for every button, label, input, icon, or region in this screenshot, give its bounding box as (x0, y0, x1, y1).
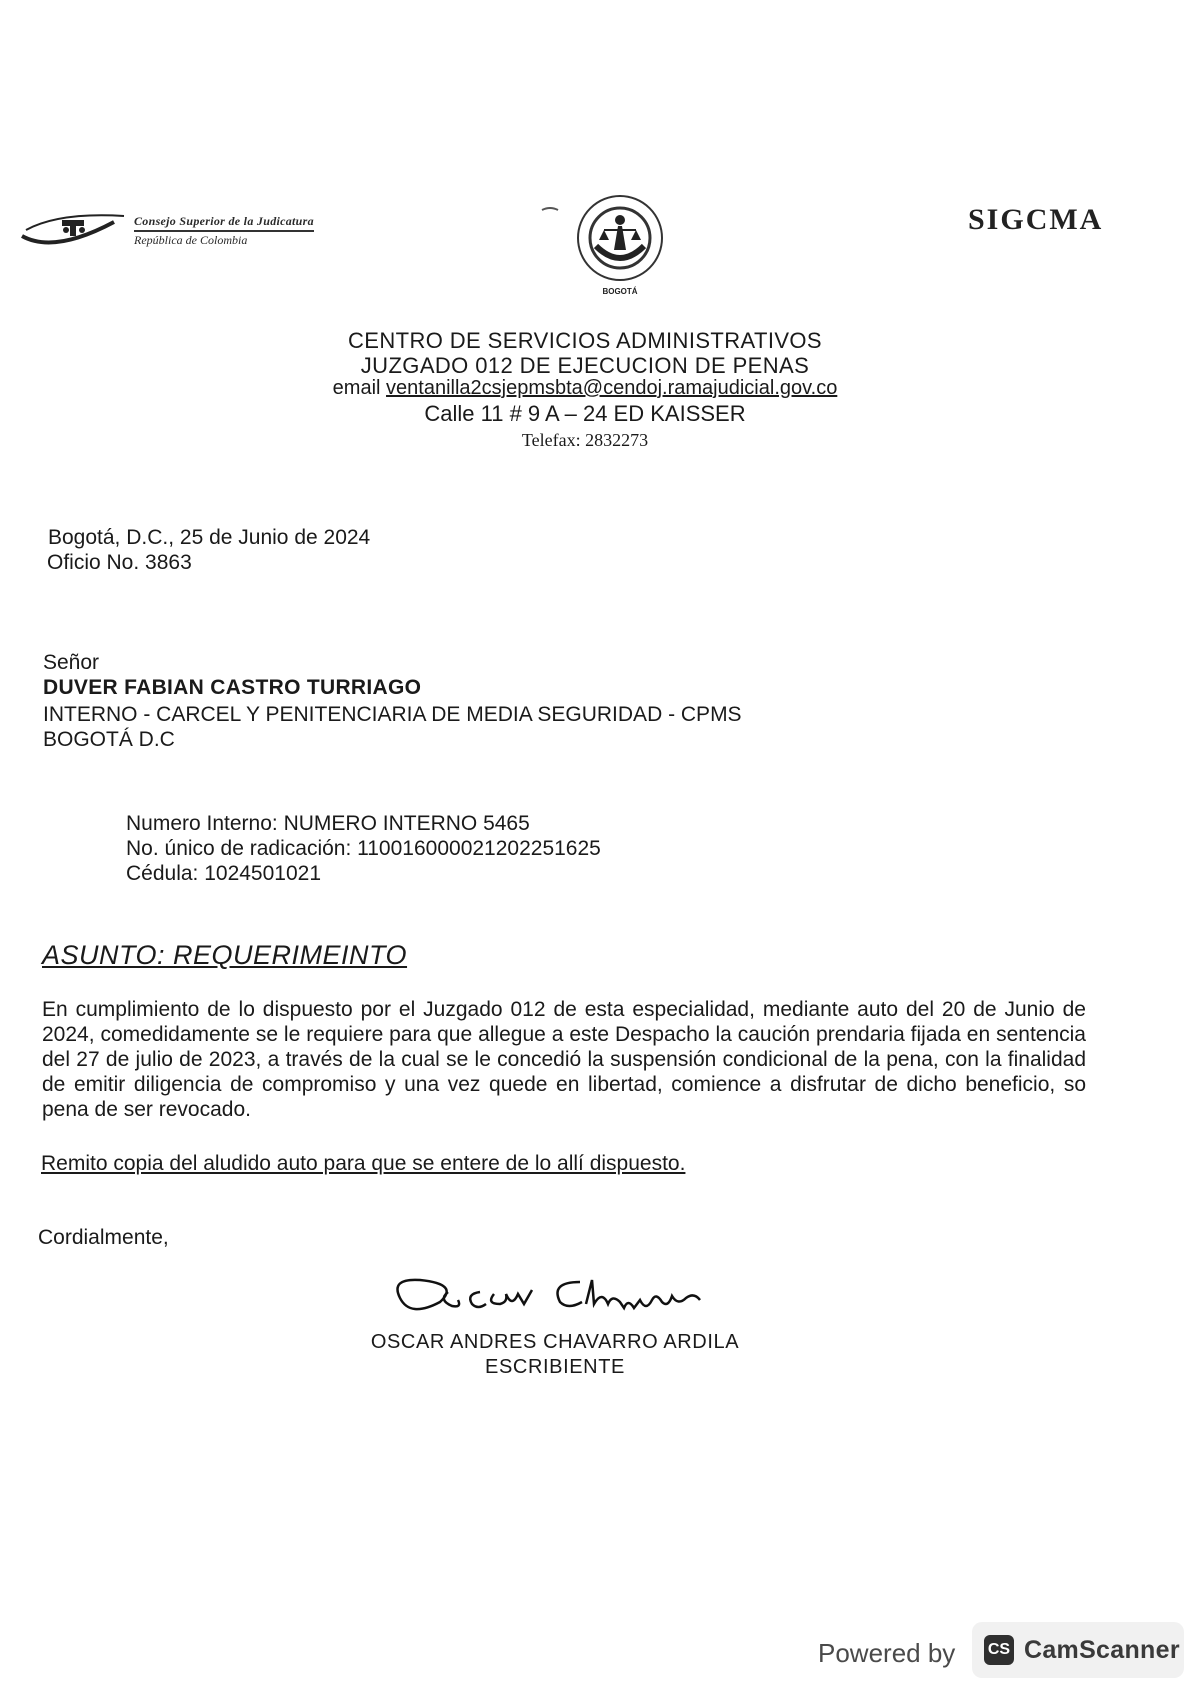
recipient-institution: INTERNO - CARCEL Y PENITENCIARIA DE MEDIA SEGURIDAD - CPMS (43, 703, 742, 726)
csj-line-2: República de Colombia (134, 233, 248, 247)
camscanner-name: CamScanner (1024, 1636, 1180, 1664)
header-line-2: JUZGADO 012 DE EJECUCION DE PENAS (360, 353, 810, 378)
radicacion-number: No. único de radicación: 11001600002120225162​5 (126, 837, 601, 860)
csj-logo (14, 206, 414, 262)
csj-line-1: Consejo Superior de la Judicatura (134, 214, 314, 232)
seal-city-label: BOGOTÁ (602, 287, 638, 296)
subject-heading: ASUNTO: REQUERIMEINTO (42, 940, 408, 970)
camscanner-icon: CS (984, 1635, 1014, 1665)
cedula: Cédula: 1024501021 (126, 862, 322, 885)
body-paragraph: En cumplimiento de lo dispuesto por el Juzgado 012 de esta especialidad, mediante auto del 20 de Junio de 2024, comedidamente se le requiere para que allegue a este Despacho la caución prendaria fijada en sentencia del 27 de julio de 2023, a través de la cual se le concedió la suspensión condicional de la pena, con la finalidad de emitir diligencia de compromiso y una vez quede en libertad, comience a disfrutar de dicho beneficio, so pena de ser revocado. (42, 998, 1086, 1121)
oficio-number: Oficio No. 3863 (47, 551, 192, 574)
email-link[interactable]: ventanilla2csjepmsbta@cendoj.ramajudicial.gov.co (386, 377, 838, 399)
document-date: Bogotá, D.C., 25 de Junio de 2024 (48, 526, 371, 549)
recipient-salutation: Señor (43, 651, 100, 674)
email-label: email (332, 377, 381, 399)
closing: Cordialmente, (38, 1226, 169, 1249)
recipient-city: BOGOTÁ D.C (43, 728, 175, 751)
handwritten-signature (370, 1258, 750, 1338)
remito-line: Remito copia del aludido auto para que se entere de lo allí dispuesto. (41, 1152, 686, 1175)
sigcma-label: SIGCMA (968, 203, 1104, 236)
camscanner-badge (972, 1622, 1184, 1678)
powered-by-label: Powered by (818, 1638, 956, 1668)
signature-icon (370, 1258, 750, 1338)
csj-emblem-icon (14, 206, 134, 256)
justice-seal-icon (540, 190, 680, 300)
header-telefax: Telefax: 2832273 (521, 430, 649, 450)
court-seal (540, 190, 680, 300)
header-line-1: CENTRO DE SERVICIOS ADMINISTRATIVOS (347, 328, 823, 353)
signer-role: ESCRIBIENTE (485, 1356, 625, 1378)
recipient-name: DUVER FABIAN CASTRO TURRIAGO (43, 676, 422, 699)
header-email-line (0, 377, 1170, 400)
numero-interno: Numero Interno: NUMERO INTERNO 5465 (126, 812, 530, 835)
signer-name: OSCAR ANDRES CHAVARRO ARDILA (370, 1331, 740, 1353)
header-address: Calle 11 # 9 A – 24 ED KAISSER (424, 401, 746, 426)
